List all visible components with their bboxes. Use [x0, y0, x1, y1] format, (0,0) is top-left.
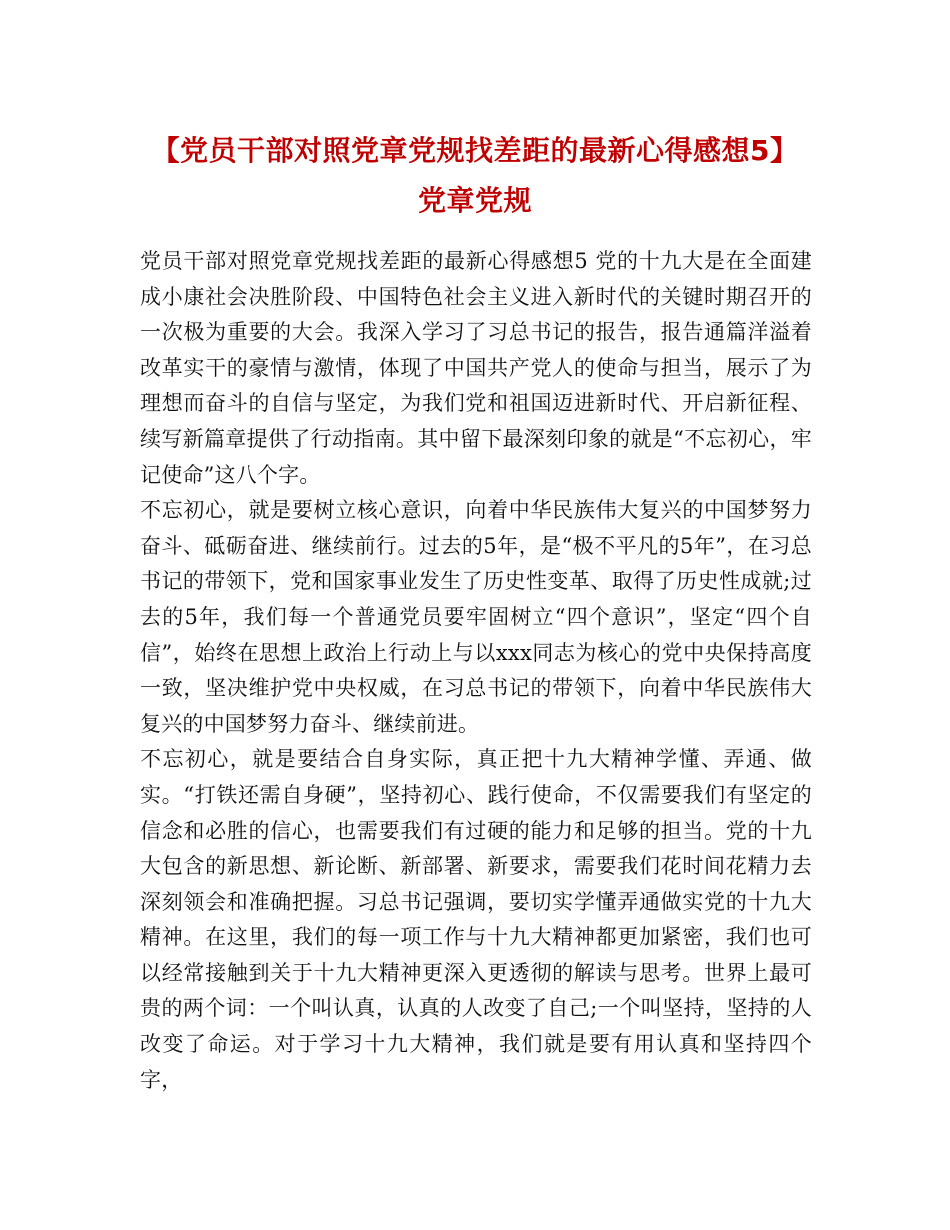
document-title: 【党员干部对照党章党规找差距的最新心得感想5】党章党规	[151, 134, 799, 217]
document-body	[140, 244, 812, 1098]
paragraph-1: 党员干部对照党章党规找差距的最新心得感想5 党的十九大是在全面建成小康社会决胜阶段、中国特色社会主义进入新时代的关键时期召开的一次极为重要的大会。我深入学习了习总书记的报告，报告通篇洋溢着改革实干的豪情与激情，体现了中国共产党人的使命与担当，展示了为理想而奋斗的自信与坚定，为我们党和祖国迈进新时代、开启新征程、续写新篇章提供了行动指南。其中留下最深刻印象的就是“不忘初心，牢记使命”这八个字。	[140, 249, 812, 487]
paragraph-3: 不忘初心，就是要结合自身实际，真正把十九大精神学懂、弄通、做实。“打铁还需自身硬”，坚持初心、践行使命，不仅需要我们有坚定的信念和必胜的信心，也需要我们有过硬的能力和足够的担当。党的十九大包含的新思想、新论断、新部署、新要求，需要我们花时间花精力去深刻领会和准确把握。习总书记强调，要切实学懂弄通做实党的十九大精神。在这里，我们的每一项工作与十九大精神都更加紧密，我们也可以经常接触到关于十九大精神更深入更透彻的解读与思考。世界上最可贵的两个词：一个叫认真，认真的人改变了自己;一个叫坚持，坚持的人改变了命运。对于学习十九大精神，我们就是要有用认真和坚持四个字，	[140, 747, 812, 1092]
paragraph-2: 不忘初心，就是要树立核心意识，向着中华民族伟大复兴的中国梦努力奋斗、砥砺奋进、继续前行。过去的5年，是“极不平凡的5年”，在习总书记的带领下，党和国家事业发生了历史性变革、取得了历史性成就;过去的5年，我们每一个普通党员要牢固树立“四个意识”，坚定“四个自信”，始终在思想上政治上行动上与以xxx同志为核心的党中央保持高度一致，坚决维护党中央权威，在习总书记的带领下，向着中华民族伟大复兴的中国梦努力奋斗、继续前进。	[140, 498, 812, 736]
